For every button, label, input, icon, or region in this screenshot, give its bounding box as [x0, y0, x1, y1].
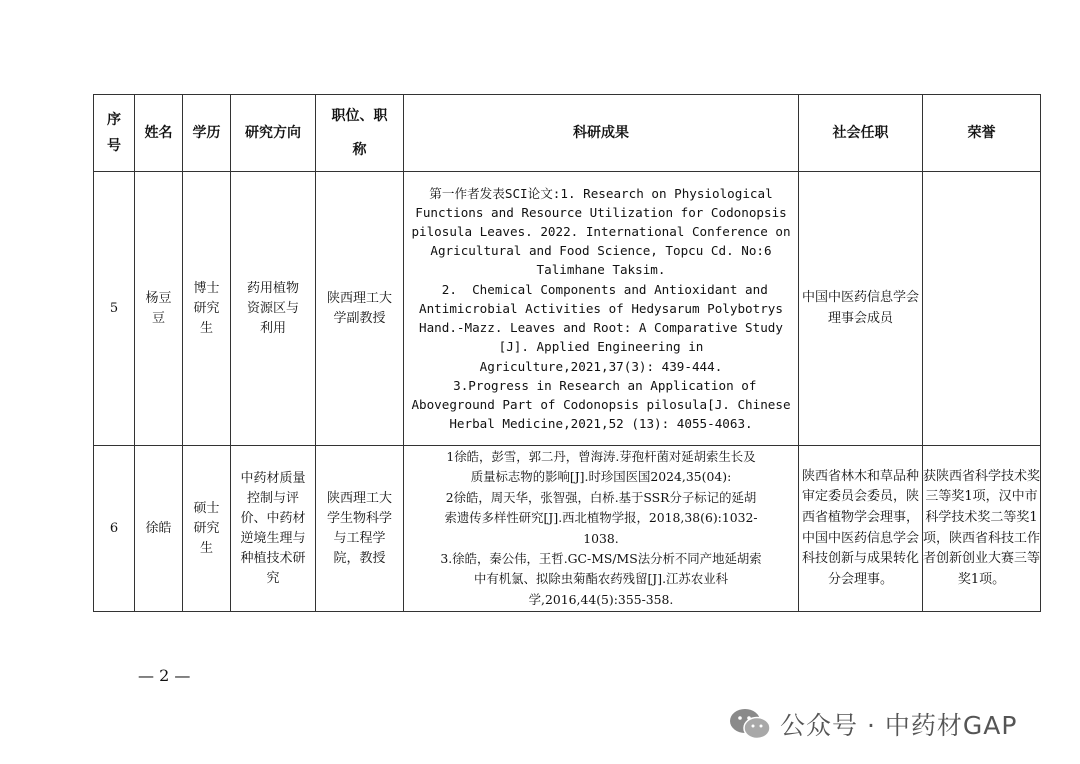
row-achievements: 1徐皓，彭雪，郭二丹，曾海涛.芽孢杆菌对延胡索生长及 质量标志物的影响[J].时珍国医国2024,35(04): 2徐皓，周天华，张智强，白桥.基于SSR分子标记的延胡 索遗传多样性研究[J].西北植物学报，2018,38(6):1032- 1038. 3.徐皓，秦公伟，王哲.GC-MS/MS法分析不同产地延胡索 中有机氯、拟除虫菊酯农药残留[J].江苏农业科 学,2016,44(5):355-358. [404, 446, 799, 612]
row-achievements: 第一作者发表SCI论文:1. Research on Physiological Functions and Resource Utilization for Codonopsis pilosula Leaves. 2022. International Conference on Agricultural and Food Science, Topcu Cd. No:6 Talimhane Taksim. 2. Chemical Components and Antioxidant and Antimicrobial Activities of Hedysarum Polybotrys Hand.-Mazz. Leaves and Root: A Comparative Study [J]. Applied Engineering in Agriculture,2021,37(3): 439-444. 3.Progress in Research an Application of Aboveground Part of Codonopsis pilosula[J. Chinese Herbal Medicine,2021,52 (13): 4055-4063. [404, 172, 799, 446]
header-degree: 学历 [183, 95, 231, 172]
watermark [728, 706, 1017, 742]
row-no: 6 [94, 446, 135, 612]
header-social: 社会任职 [799, 95, 923, 172]
personnel-table [93, 94, 1041, 612]
row-honors: 获陕西省科学技术奖三等奖1项，汉中市科学技术奖二等奖1项，陕西省科技工作者创新创业大赛三等奖1项。 [923, 446, 1041, 612]
row-degree: 硕士研究生 [183, 446, 231, 612]
watermark-text: 公众号 · 中药材GAP [780, 711, 1018, 740]
row-no: 5 [94, 172, 135, 446]
table-row [94, 446, 1041, 612]
page-number: — 2 — [138, 666, 191, 685]
row-name: 杨豆豆 [135, 172, 183, 446]
header-name: 姓名 [135, 95, 183, 172]
header-research: 研究方向 [231, 95, 316, 172]
row-degree: 博士研究生 [183, 172, 231, 446]
header-achievements: 科研成果 [404, 95, 799, 172]
row-research: 药用植物资源区与利用 [231, 172, 316, 446]
row-position: 陕西理工大学生物科学与工程学院，教授 [316, 446, 404, 612]
header-no: 序号 [94, 95, 135, 172]
row-social: 中国中医药信息学会理事会成员 [799, 172, 923, 446]
row-position: 陕西理工大学副教授 [316, 172, 404, 446]
header-honors: 荣誉 [923, 95, 1041, 172]
row-research: 中药材质量控制与评价、中药材逆境生理与种植技术研究 [231, 446, 316, 612]
header-position: 职位、职称 [316, 95, 404, 172]
row-social: 陕西省林木和草品种审定委员会委员，陕西省植物学会理事，中国中医药信息学会科技创新与成果转化分会理事。 [799, 446, 923, 612]
table-row [94, 172, 1041, 446]
wechat-icon [728, 707, 772, 741]
row-honors [923, 172, 1041, 446]
header-row [94, 95, 1041, 172]
row-name: 徐皓 [135, 446, 183, 612]
